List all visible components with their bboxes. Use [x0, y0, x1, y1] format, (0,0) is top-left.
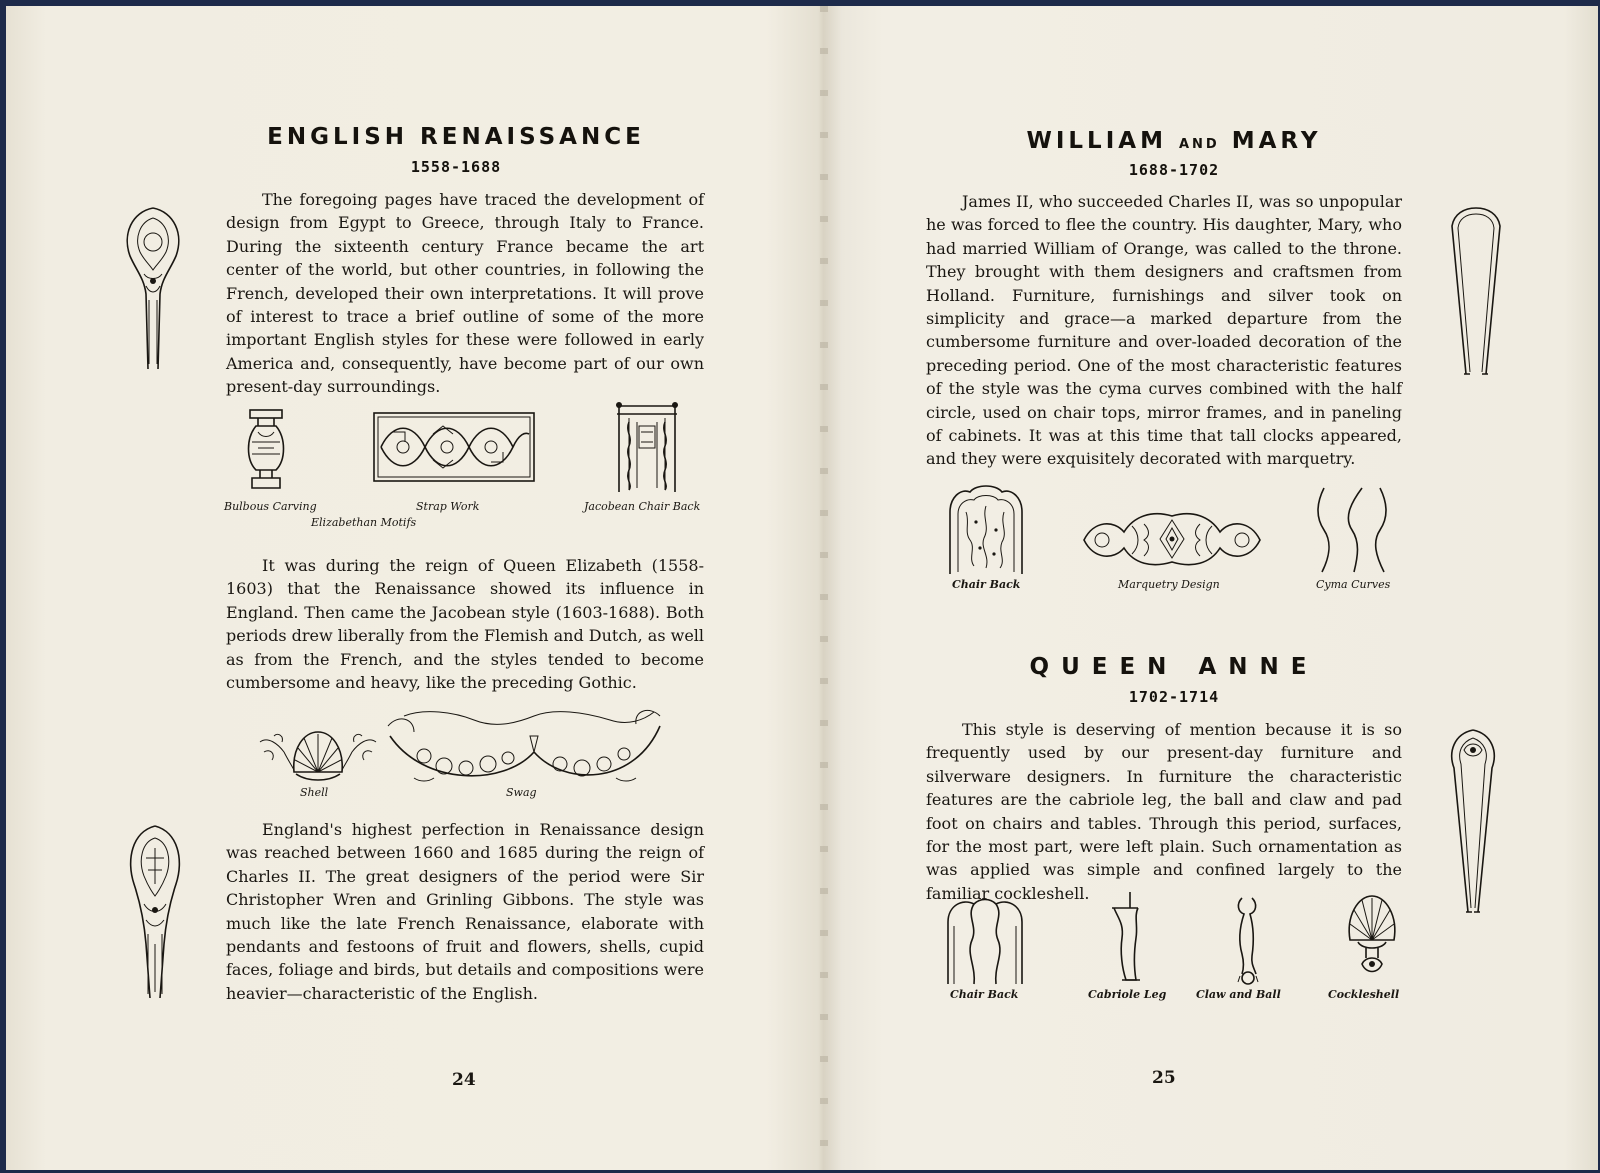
- book-spread: [6, 6, 1598, 1170]
- page-number: 24: [452, 1070, 476, 1090]
- title-mary: MARY: [1231, 128, 1322, 154]
- cockleshell-caption: Cockleshell: [1328, 988, 1400, 1001]
- chair-back-caption: Chair Back: [952, 578, 1021, 591]
- cyma-curves-illustration: [1314, 484, 1394, 574]
- cockleshell-illustration: [1344, 892, 1400, 982]
- marquetry-design-caption: Marquetry Design: [1118, 578, 1220, 591]
- book-gutter-stitching: [820, 6, 828, 1170]
- claw-and-ball-caption: Claw and Ball: [1196, 988, 1281, 1001]
- strap-work-caption: Strap Work: [416, 500, 480, 513]
- queen-anne-chair-back-caption: Chair Back: [950, 988, 1019, 1001]
- william-mary-chair-back-illustration: [946, 482, 1026, 576]
- page-title: [934, 128, 1414, 154]
- william-mary-paragraph: James II, who succeeded Charles II, was so unpopular he was forced to flee the country. His daughter, Mary, who had married William of Orange, was called to the throne. They brought with them designers and craftsmen from Holland. Furniture, furnishings and silver took on simplicity and grace—a marked departure from the cumbersome furniture and over-loaded decoration of the preceding period. One of the most characteristic features of the style was the cyma curves combined with the half circle, used on chair tops, mirror frames, and in paneling of cabinets. It was at this time that tall clocks appeared, and they were exquisitely decorated with marquetry.: [926, 192, 1402, 469]
- queen-anne-paragraph: This style is deserving of mention because it is so frequently used by our present-day furniture and silverware designers. In furniture the characteristic features are the cabriole leg, the ball and claw and pad foot on chairs and tables. Through this period, surfaces, for the most part, were left plain. Such ornamentation as was applied was simple and confined largely to the familiar cockleshell.: [926, 720, 1402, 903]
- elizabethan-motifs-caption: Elizabethan Motifs: [311, 516, 417, 529]
- claw-and-ball-illustration: [1228, 890, 1268, 986]
- bulbous-carving-caption: Bulbous Carving: [224, 500, 317, 513]
- cyma-curves-caption: Cyma Curves: [1316, 578, 1391, 591]
- swag-caption: Swag: [506, 786, 537, 799]
- intro-paragraph: The foregoing pages have traced the development of design from Egypt to Greece, through Italy to France. During the sixteenth century France became the art center of the world, but other countries, in following the French, developed their own interpretations. It will prove of interest to trace a brief outline of some of the more important English styles for these were followed in early America and, consequently, have become part of our own present-day surroundings.: [226, 190, 704, 397]
- swag-illustration: [384, 706, 666, 786]
- shell-illustration: [258, 722, 378, 784]
- carved-spoon-handle-illustration: [122, 824, 188, 1000]
- fluted-spoon-handle-illustration: [1444, 728, 1502, 914]
- bulbous-carving-illustration: [244, 408, 288, 492]
- jacobean-chair-back-illustration: [615, 402, 679, 494]
- cabriole-leg-caption: Cabriole Leg: [1088, 988, 1167, 1001]
- cabriole-leg-illustration: [1108, 888, 1148, 984]
- date-range: 1688-1702: [1128, 161, 1220, 179]
- title-and: AND: [1178, 137, 1220, 152]
- date-range: 1558-1688: [410, 158, 502, 176]
- jacobean-chair-back-caption: Jacobean Chair Back: [584, 500, 701, 513]
- plain-spoon-handle-illustration: [1448, 206, 1504, 378]
- page-number: 25: [1152, 1068, 1176, 1088]
- ornate-spoon-handle-illustration: [118, 204, 188, 372]
- right-page: [824, 6, 1598, 1170]
- marquetry-design-illustration: [1080, 506, 1264, 572]
- shell-caption: Shell: [300, 786, 329, 799]
- page-title: ENGLISH RENAISSANCE: [267, 124, 645, 150]
- section-title: QUEEN ANNE: [1029, 654, 1319, 680]
- charles-ii-paragraph: England's highest perfection in Renaissance design was reached between 1660 and 1685 during the reign of Charles II. The great designers of the period were Sir Christopher Wren and Grinling Gibbons. The style was much like the late French Renaissance, elaborate with pendants and festoons of fruit and flowers, shells, cupid faces, foliage and birds, but details and compositions were heavier—characteristic of the English.: [226, 820, 704, 1003]
- date-range-queen-anne: 1702-1714: [1128, 688, 1220, 706]
- queen-anne-chair-back-illustration: [944, 896, 1026, 986]
- elizabethan-paragraph: It was during the reign of Queen Elizabeth (1558-1603) that the Renaissance showed its influence in England. Then came the Jacobean style (1603-1688). Both periods drew liberally from the Flemish and Dutch, as well as from the French, and the styles tended to become cumbersome and heavy, like the preceding Gothic.: [226, 556, 705, 693]
- strap-work-illustration: [373, 412, 535, 482]
- title-william: WILLIAM: [1026, 128, 1167, 154]
- left-page: [6, 6, 824, 1170]
